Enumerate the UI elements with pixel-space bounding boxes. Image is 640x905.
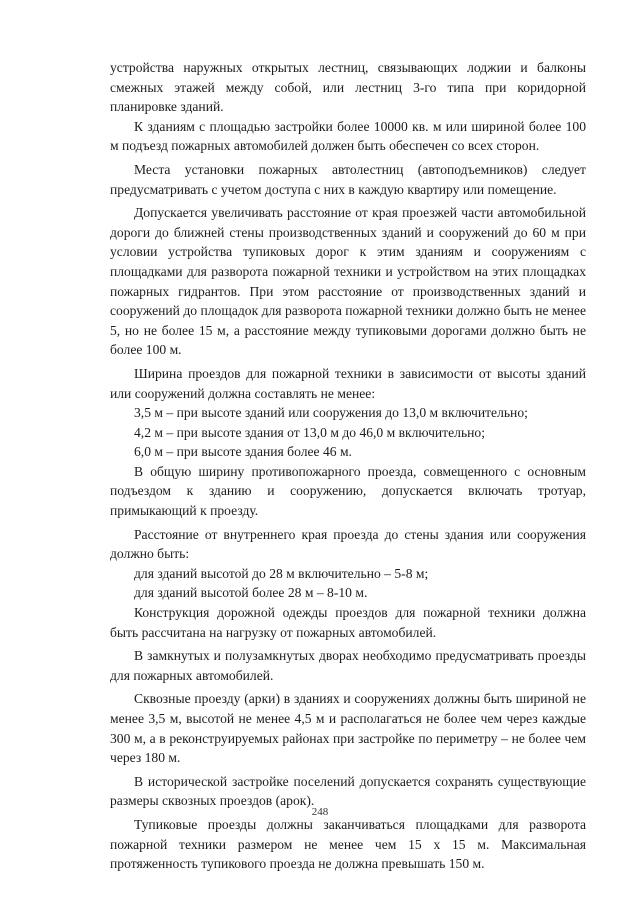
paragraph-width-intro: Ширина проездов для пожарной техники в зависимости от высоты зданий или сооружений должна составлять не менее: bbox=[110, 365, 586, 401]
distance-item-1: для зданий высотой до 28 м включительно – 5-8 м; bbox=[134, 565, 429, 581]
paragraph-distance-increase: Допускается увеличивать расстояние от края проезжей части автомобильной дороги до ближней стены производственных зданий и сооружений до 60 м при условии устройства тупиковых дорог к этим зданиям и сооружениям с площадками для разворота пожарной техники и устройством на этих площадках пожарных гидрантов. При этом расстояние от производственных зданий и сооружений до площадок для разворота пожарной техники должно быть не менее 5, но не более 15 м, а расстояние между тупиковыми дорогами должно быть не более 100 м. bbox=[110, 205, 586, 358]
paragraph-continuation: устройства наружных открытых лестниц, связывающих лоджии и балконы смежных этажей между собой, или лестниц 3-го типа при коридорной планировке зданий. bbox=[110, 60, 586, 115]
paragraph-distance-intro: Расстояние от внутреннего края проезда до стены здания или сооружения должно быть: bbox=[110, 526, 586, 562]
page-body bbox=[110, 58, 586, 874]
paragraph-sidewalk: В общую ширину противопожарного проезда, совмещенного с основным подъездом к зданию и сооружению, допускается включать тротуар, примыкающий к проезду. bbox=[110, 463, 586, 519]
paragraph-courtyards: В замкнутых и полузамкнутых дворах необходимо предусматривать проезды для пожарных автомобилей. bbox=[110, 648, 586, 683]
width-item-1: 3,5 м – при высоте зданий или сооружения до 13,0 м включительно; bbox=[134, 405, 528, 421]
paragraph-road-construction: Конструкция дорожной одежды проездов для пожарной техники должна быть рассчитана на нагрузку от пожарных автомобилей. bbox=[110, 605, 586, 640]
paragraph-arches: Сквозные проезду (арки) в зданиях и сооружениях должны быть шириной не менее 3,5 м, высотой не менее 4,5 м и располагаться не более чем через каждые 300 м, а в реконструируемых районах при застройке по периметру – не более чем через 180 м. bbox=[110, 691, 586, 766]
paragraph-access-all-sides: К зданиям с площадью застройки более 10000 кв. м или шириной более 100 м подъезд пожарных автомобилей должен быть обеспечен со всех сторон. bbox=[110, 118, 586, 154]
paragraph-autoladders: Места установки пожарных автолестниц (автоподъемников) следует предусматривать с учетом доступа с них в каждую квартиру или помещение. bbox=[110, 161, 586, 197]
page-number: 248 bbox=[311, 806, 329, 818]
paragraph-historic: В исторической застройке поселений допускается сохранять существующие размеры сквозных проездов (арок). bbox=[110, 773, 586, 809]
width-item-2: 4,2 м – при высоте здания от 13,0 м до 46,0 м включительно; bbox=[134, 424, 485, 440]
paragraph-dead-end: Тупиковые проезды должны заканчиваться площадками для разворота пожарной техники размером не менее чем 15 х 15 м. Максимальная протяженность тупикового проезда не должна превышать 150 м. bbox=[110, 816, 586, 872]
distance-item-2: для зданий высотой более 28 м – 8-10 м. bbox=[134, 585, 368, 601]
width-item-3: 6,0 м – при высоте здания более 46 м. bbox=[134, 444, 352, 460]
